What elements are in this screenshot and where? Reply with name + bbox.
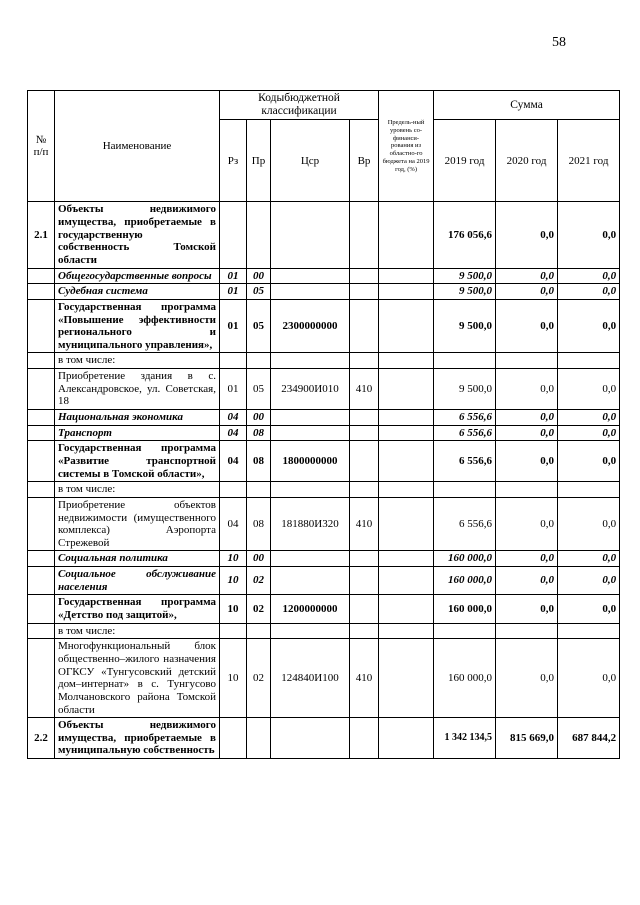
- row-sum-2021: [558, 353, 620, 369]
- row-pr: [247, 353, 271, 369]
- table-row: [28, 623, 620, 639]
- row-name: Судебная система: [55, 284, 220, 300]
- row-rz: 10: [220, 551, 247, 567]
- table-row: [28, 425, 620, 441]
- row-vr: [350, 425, 379, 441]
- row-vr: [350, 353, 379, 369]
- row-sum-2021: 0,0: [558, 639, 620, 718]
- row-rz: 04: [220, 497, 247, 551]
- row-sum-2020: 0,0: [496, 284, 558, 300]
- row-csr: [271, 567, 350, 595]
- row-number: [28, 551, 55, 567]
- row-csr: 124840И100: [271, 639, 350, 718]
- row-cofinancing: [379, 284, 434, 300]
- header-sum: Сумма: [434, 91, 620, 120]
- row-csr: [271, 551, 350, 567]
- row-sum-2021: 687 844,2: [558, 718, 620, 759]
- row-sum-2021: 0,0: [558, 284, 620, 300]
- row-number: [28, 639, 55, 718]
- table-row: [28, 369, 620, 410]
- row-number: [28, 441, 55, 482]
- row-number: [28, 410, 55, 426]
- table-row: [28, 202, 620, 268]
- row-sum-2019: [434, 623, 496, 639]
- row-name: Приобретение объектов недвижимости (имущественного комплекса) Аэропорта Стрежевой: [55, 497, 220, 551]
- row-csr: [271, 425, 350, 441]
- row-sum-2020: 815 669,0: [496, 718, 558, 759]
- row-pr: [247, 718, 271, 759]
- row-vr: [350, 567, 379, 595]
- table-row: [28, 497, 620, 551]
- row-pr: 00: [247, 551, 271, 567]
- row-pr: [247, 202, 271, 268]
- row-rz: [220, 202, 247, 268]
- row-number: [28, 284, 55, 300]
- row-sum-2020: 0,0: [496, 639, 558, 718]
- row-number: [28, 567, 55, 595]
- row-sum-2020: 0,0: [496, 425, 558, 441]
- table-row: [28, 595, 620, 623]
- row-sum-2021: [558, 623, 620, 639]
- table-body: [28, 202, 620, 759]
- row-sum-2021: 0,0: [558, 369, 620, 410]
- row-sum-2019: 160 000,0: [434, 551, 496, 567]
- row-sum-2020: 0,0: [496, 202, 558, 268]
- row-vr: [350, 268, 379, 284]
- row-sum-2019: 160 000,0: [434, 639, 496, 718]
- row-number: [28, 623, 55, 639]
- row-pr: 02: [247, 595, 271, 623]
- row-rz: [220, 718, 247, 759]
- row-cofinancing: [379, 410, 434, 426]
- row-sum-2021: 0,0: [558, 567, 620, 595]
- header-name: Наименование: [55, 91, 220, 202]
- row-name: Общегосударственные вопросы: [55, 268, 220, 284]
- row-csr: [271, 202, 350, 268]
- row-vr: 410: [350, 497, 379, 551]
- row-cofinancing: [379, 639, 434, 718]
- row-sum-2019: 160 000,0: [434, 595, 496, 623]
- row-sum-2019: 9 500,0: [434, 284, 496, 300]
- page-number: 58: [552, 35, 566, 50]
- row-vr: [350, 202, 379, 268]
- row-sum-2021: 0,0: [558, 551, 620, 567]
- row-rz: [220, 482, 247, 498]
- header-no: № п/п: [28, 91, 55, 202]
- row-name: Многофункциональный блок общественно–жилого назначения ОГКСУ «Тунгусовский детский дом–интернат» в с. Тунгусово Молчановского района Томской области: [55, 639, 220, 718]
- row-pr: 08: [247, 425, 271, 441]
- row-pr: 05: [247, 284, 271, 300]
- header-pr: Пр: [247, 120, 271, 202]
- row-vr: [350, 623, 379, 639]
- row-sum-2021: 0,0: [558, 595, 620, 623]
- row-sum-2019: 6 556,6: [434, 441, 496, 482]
- row-pr: 02: [247, 639, 271, 718]
- row-csr: [271, 623, 350, 639]
- row-sum-2019: 9 500,0: [434, 369, 496, 410]
- row-csr: 1200000000: [271, 595, 350, 623]
- header-vr: Вр: [350, 120, 379, 202]
- row-sum-2021: 0,0: [558, 202, 620, 268]
- row-csr: [271, 410, 350, 426]
- row-vr: [350, 410, 379, 426]
- header-cofinancing: Предель-ный уровень со-финанси-рования из областно-го бюджета на 2019 год, (%): [379, 91, 434, 202]
- row-csr: [271, 482, 350, 498]
- row-sum-2020: 0,0: [496, 551, 558, 567]
- row-sum-2019: 9 500,0: [434, 299, 496, 353]
- row-rz: 01: [220, 369, 247, 410]
- table-row: [28, 551, 620, 567]
- row-number: [28, 425, 55, 441]
- header-2019: 2019 год: [434, 120, 496, 202]
- row-sum-2019: [434, 353, 496, 369]
- row-cofinancing: [379, 441, 434, 482]
- row-sum-2020: [496, 482, 558, 498]
- row-rz: [220, 623, 247, 639]
- row-number: [28, 369, 55, 410]
- row-cofinancing: [379, 718, 434, 759]
- row-vr: [350, 482, 379, 498]
- row-pr: 05: [247, 369, 271, 410]
- row-cofinancing: [379, 551, 434, 567]
- row-name: Социальное обслуживание населения: [55, 567, 220, 595]
- row-vr: [350, 551, 379, 567]
- row-rz: 04: [220, 441, 247, 482]
- row-sum-2020: 0,0: [496, 410, 558, 426]
- row-rz: 01: [220, 284, 247, 300]
- row-rz: 10: [220, 595, 247, 623]
- row-vr: [350, 595, 379, 623]
- row-pr: [247, 482, 271, 498]
- row-csr: 1800000000: [271, 441, 350, 482]
- row-cofinancing: [379, 268, 434, 284]
- row-name: в том числе:: [55, 482, 220, 498]
- row-sum-2019: 6 556,6: [434, 425, 496, 441]
- row-cofinancing: [379, 497, 434, 551]
- table-row: [28, 567, 620, 595]
- row-vr: [350, 299, 379, 353]
- row-csr: [271, 353, 350, 369]
- row-sum-2021: 0,0: [558, 299, 620, 353]
- header-2021: 2021 год: [558, 120, 620, 202]
- row-cofinancing: [379, 623, 434, 639]
- row-csr: 2300000000: [271, 299, 350, 353]
- row-number: 2.1: [28, 202, 55, 268]
- row-cofinancing: [379, 482, 434, 498]
- row-csr: [271, 718, 350, 759]
- row-sum-2021: 0,0: [558, 410, 620, 426]
- row-sum-2020: [496, 353, 558, 369]
- row-rz: 10: [220, 639, 247, 718]
- row-name: Объекты недвижимого имущества, приобретаемые в государственную собственность Томской области: [55, 202, 220, 268]
- row-sum-2020: 0,0: [496, 497, 558, 551]
- row-sum-2019: 6 556,6: [434, 497, 496, 551]
- row-rz: 01: [220, 268, 247, 284]
- row-sum-2019: 176 056,6: [434, 202, 496, 268]
- row-vr: 410: [350, 369, 379, 410]
- row-sum-2019: 160 000,0: [434, 567, 496, 595]
- row-number: [28, 482, 55, 498]
- table-row: [28, 410, 620, 426]
- row-vr: [350, 441, 379, 482]
- row-pr: 00: [247, 410, 271, 426]
- header-csr: Цср: [271, 120, 350, 202]
- row-sum-2020: 0,0: [496, 369, 558, 410]
- header-codes: Кодыбюджетной классификации: [220, 91, 379, 120]
- row-sum-2020: 0,0: [496, 595, 558, 623]
- row-cofinancing: [379, 369, 434, 410]
- row-sum-2019: 6 556,6: [434, 410, 496, 426]
- row-rz: [220, 353, 247, 369]
- row-sum-2019: [434, 482, 496, 498]
- table-header: [28, 91, 620, 202]
- row-sum-2021: [558, 482, 620, 498]
- row-cofinancing: [379, 567, 434, 595]
- row-pr: 00: [247, 268, 271, 284]
- row-number: [28, 497, 55, 551]
- row-cofinancing: [379, 353, 434, 369]
- row-name: Национальная экономика: [55, 410, 220, 426]
- row-sum-2019: 9 500,0: [434, 268, 496, 284]
- row-pr: 08: [247, 441, 271, 482]
- row-csr: [271, 284, 350, 300]
- row-number: [28, 268, 55, 284]
- table-row: [28, 353, 620, 369]
- row-sum-2021: 0,0: [558, 425, 620, 441]
- row-rz: 04: [220, 425, 247, 441]
- table-row: [28, 284, 620, 300]
- row-sum-2021: 0,0: [558, 268, 620, 284]
- row-pr: 08: [247, 497, 271, 551]
- row-name: Транспорт: [55, 425, 220, 441]
- row-cofinancing: [379, 425, 434, 441]
- row-sum-2020: 0,0: [496, 441, 558, 482]
- row-csr: 234900И010: [271, 369, 350, 410]
- row-number: [28, 353, 55, 369]
- row-sum-2021: 0,0: [558, 497, 620, 551]
- row-number: [28, 299, 55, 353]
- row-sum-2020: 0,0: [496, 567, 558, 595]
- budget-table: [27, 90, 620, 759]
- row-name: в том числе:: [55, 623, 220, 639]
- table-row: [28, 482, 620, 498]
- row-name: Государственная программа «Детство под защитой»,: [55, 595, 220, 623]
- row-sum-2020: 0,0: [496, 299, 558, 353]
- row-number: [28, 595, 55, 623]
- row-rz: 01: [220, 299, 247, 353]
- row-csr: [271, 268, 350, 284]
- table-row: [28, 718, 620, 759]
- row-sum-2020: 0,0: [496, 268, 558, 284]
- row-number: 2.2: [28, 718, 55, 759]
- row-cofinancing: [379, 595, 434, 623]
- row-rz: 04: [220, 410, 247, 426]
- row-sum-2021: 0,0: [558, 441, 620, 482]
- row-name: Государственная программа «Повышение эффективности регионального и муниципального управления»,: [55, 299, 220, 353]
- row-rz: 10: [220, 567, 247, 595]
- row-vr: [350, 718, 379, 759]
- row-pr: [247, 623, 271, 639]
- table-row: [28, 268, 620, 284]
- row-vr: 410: [350, 639, 379, 718]
- row-pr: 05: [247, 299, 271, 353]
- row-name: в том числе:: [55, 353, 220, 369]
- row-name: Государственная программа «Развитие транспортной системы в Томской области»,: [55, 441, 220, 482]
- table-row: [28, 441, 620, 482]
- row-cofinancing: [379, 299, 434, 353]
- row-pr: 02: [247, 567, 271, 595]
- table-row: [28, 299, 620, 353]
- table-row: [28, 639, 620, 718]
- row-vr: [350, 284, 379, 300]
- row-sum-2019: 1 342 134,5: [434, 718, 496, 759]
- row-csr: 181880И320: [271, 497, 350, 551]
- header-rz: Рз: [220, 120, 247, 202]
- row-name: Приобретение здания в с. Александровское, ул. Советская, 18: [55, 369, 220, 410]
- row-sum-2020: [496, 623, 558, 639]
- header-2020: 2020 год: [496, 120, 558, 202]
- row-name: Социальная политика: [55, 551, 220, 567]
- row-name: Объекты недвижимого имущества, приобретаемые в муниципальную собственность: [55, 718, 220, 759]
- row-cofinancing: [379, 202, 434, 268]
